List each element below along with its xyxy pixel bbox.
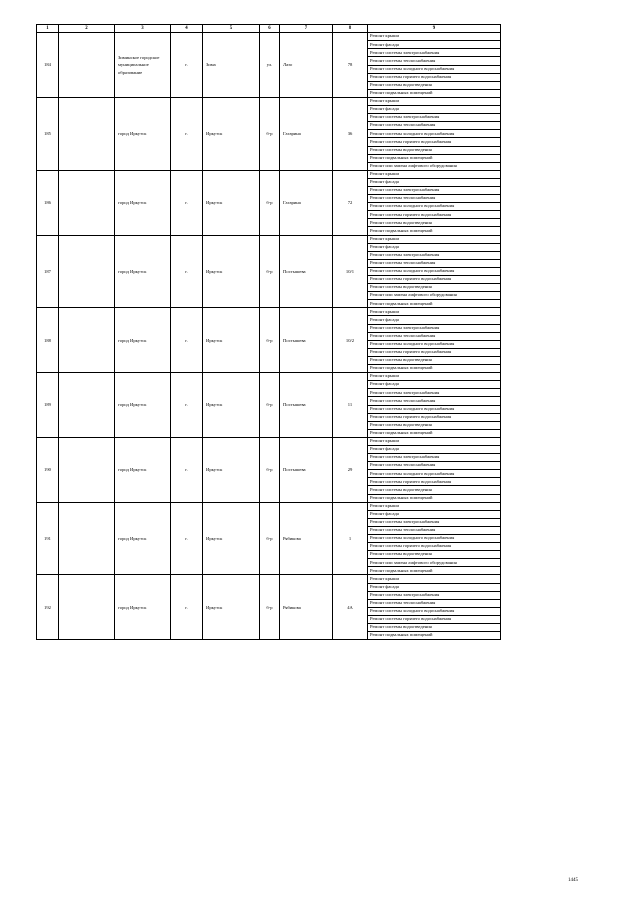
municipality-cell: город Иркутск [115, 373, 171, 438]
work-type-cell: Ремонт подвальных помещений [368, 567, 501, 575]
settlement-type-cell: г. [171, 170, 203, 235]
street-type-cell: б-р [260, 373, 280, 438]
work-type-cell: Ремонт системы электроснабжения [368, 114, 501, 122]
work-type-cell: Ремонт фасада [368, 178, 501, 186]
work-type-cell: Ремонт системы холодного водоснабжения [368, 470, 501, 478]
street-name-cell: Постышева [280, 235, 333, 308]
table-row [37, 235, 501, 243]
house-number-cell: 10/2 [333, 308, 368, 373]
column-number: 1 [37, 25, 59, 33]
house-number-cell: 78 [333, 33, 368, 98]
work-type-cell: Ремонт системы теплоснабжения [368, 122, 501, 130]
municipality-cell: город Иркутск [115, 502, 171, 575]
work-type-cell: Ремонт системы водоотведения [368, 146, 501, 154]
row-number-cell: 185 [37, 97, 59, 170]
work-type-cell: Ремонт крыши [368, 437, 501, 445]
work-type-cell: Ремонт фасада [368, 583, 501, 591]
work-type-cell: Ремонт подвальных помещений [368, 300, 501, 308]
work-type-cell: Ремонт системы теплоснабжения [368, 57, 501, 65]
work-type-cell: Ремонт крыши [368, 502, 501, 510]
empty-cell [59, 575, 115, 640]
column-number: 5 [203, 25, 260, 33]
street-type-cell: ул. [260, 33, 280, 98]
work-type-cell: Ремонт системы водоотведения [368, 356, 501, 364]
work-type-cell: Ремонт крыши [368, 97, 501, 105]
settlement-name-cell: Иркутск [203, 575, 260, 640]
work-type-cell: Ремонт крыши [368, 235, 501, 243]
work-type-cell: Ремонт системы холодного водоснабжения [368, 203, 501, 211]
settlement-name-cell: Зима [203, 33, 260, 98]
work-type-cell: Ремонт системы горячего водоснабжения [368, 543, 501, 551]
work-type-cell: Ремонт подвальных помещений [368, 429, 501, 437]
repair-program-table-container [36, 24, 501, 640]
house-number-cell: 10/1 [333, 235, 368, 308]
settlement-name-cell: Иркутск [203, 170, 260, 235]
empty-cell [59, 502, 115, 575]
municipality-cell: город Иркутск [115, 575, 171, 640]
work-type-cell: Ремонт фасада [368, 381, 501, 389]
work-type-cell: Ремонт фасада [368, 510, 501, 518]
street-type-cell: б-р [260, 97, 280, 170]
column-number: 2 [59, 25, 115, 33]
table-row [37, 437, 501, 445]
work-type-cell: Ремонт системы электроснабжения [368, 49, 501, 57]
row-number-cell: 186 [37, 170, 59, 235]
empty-cell [59, 373, 115, 438]
work-type-cell: Ремонт системы электроснабжения [368, 591, 501, 599]
street-name-cell: Гагарина [280, 170, 333, 235]
municipality-cell: город Иркутск [115, 235, 171, 308]
work-type-cell: Ремонт подвальных помещений [368, 494, 501, 502]
work-type-cell: Ремонт крыши [368, 308, 501, 316]
work-type-cell: Ремонт системы электроснабжения [368, 251, 501, 259]
settlement-name-cell: Иркутск [203, 373, 260, 438]
work-type-cell: Ремонт крыши [368, 170, 501, 178]
work-type-cell: Ремонт подвальных помещений [368, 89, 501, 97]
empty-cell [59, 170, 115, 235]
work-type-cell: Ремонт системы водоотведения [368, 421, 501, 429]
street-name-cell: Постышева [280, 308, 333, 373]
settlement-name-cell: Иркутск [203, 437, 260, 502]
municipality-cell: город Иркутск [115, 97, 171, 170]
work-type-cell: Ремонт подвальных помещений [368, 154, 501, 162]
house-number-cell: 4А [333, 575, 368, 640]
work-type-cell: Ремонт системы холодного водоснабжения [368, 340, 501, 348]
table-row [37, 575, 501, 583]
street-type-cell: б-р [260, 575, 280, 640]
table-row [37, 33, 501, 41]
work-type-cell: Ремонт или замена лифтового оборудования [368, 292, 501, 300]
work-type-cell: Ремонт крыши [368, 575, 501, 583]
work-type-cell: Ремонт системы теплоснабжения [368, 397, 501, 405]
street-name-cell: Рябикова [280, 575, 333, 640]
work-type-cell: Ремонт подвальных помещений [368, 632, 501, 640]
page-number: 1445 [568, 878, 578, 883]
work-type-cell: Ремонт системы теплоснабжения [368, 526, 501, 534]
work-type-cell: Ремонт системы горячего водоснабжения [368, 276, 501, 284]
work-type-cell: Ремонт системы электроснабжения [368, 454, 501, 462]
street-name-cell: Лазо [280, 33, 333, 98]
row-number-cell: 190 [37, 437, 59, 502]
row-number-cell: 192 [37, 575, 59, 640]
column-number: 4 [171, 25, 203, 33]
row-number-cell: 191 [37, 502, 59, 575]
work-type-cell: Ремонт системы теплоснабжения [368, 259, 501, 267]
row-number-cell: 189 [37, 373, 59, 438]
work-type-cell: Ремонт системы холодного водоснабжения [368, 405, 501, 413]
work-type-cell: Ремонт системы холодного водоснабжения [368, 535, 501, 543]
row-number-cell: 184 [37, 33, 59, 98]
street-type-cell: б-р [260, 437, 280, 502]
municipality-cell: город Иркутск [115, 170, 171, 235]
work-type-cell: Ремонт системы горячего водоснабжения [368, 478, 501, 486]
empty-cell [59, 33, 115, 98]
work-type-cell: Ремонт системы горячего водоснабжения [368, 413, 501, 421]
settlement-type-cell: г. [171, 235, 203, 308]
column-number: 6 [260, 25, 280, 33]
work-type-cell: Ремонт фасада [368, 316, 501, 324]
street-name-cell: Гагарина [280, 97, 333, 170]
row-number-cell: 187 [37, 235, 59, 308]
column-number: 3 [115, 25, 171, 33]
street-name-cell: Постышева [280, 437, 333, 502]
municipality-cell: город Иркутск [115, 437, 171, 502]
settlement-name-cell: Иркутск [203, 308, 260, 373]
street-name-cell: Рябикова [280, 502, 333, 575]
table-row [37, 502, 501, 510]
work-type-cell: Ремонт фасада [368, 106, 501, 114]
repair-program-table [36, 24, 501, 640]
table-body [37, 33, 501, 640]
work-type-cell: Ремонт системы теплоснабжения [368, 195, 501, 203]
settlement-type-cell: г. [171, 502, 203, 575]
house-number-cell: 36 [333, 97, 368, 170]
work-type-cell: Ремонт системы электроснабжения [368, 389, 501, 397]
work-type-cell: Ремонт фасада [368, 41, 501, 49]
work-type-cell: Ремонт системы электроснабжения [368, 518, 501, 526]
work-type-cell: Ремонт системы водоотведения [368, 219, 501, 227]
work-type-cell: Ремонт фасада [368, 445, 501, 453]
work-type-cell: Ремонт подвальных помещений [368, 227, 501, 235]
municipality-cell: город Иркутск [115, 308, 171, 373]
work-type-cell: Ремонт системы водоотведения [368, 81, 501, 89]
house-number-cell: 72 [333, 170, 368, 235]
work-type-cell: Ремонт подвальных помещений [368, 365, 501, 373]
settlement-name-cell: Иркутск [203, 97, 260, 170]
settlement-name-cell: Иркутск [203, 502, 260, 575]
work-type-cell: Ремонт системы электроснабжения [368, 186, 501, 194]
work-type-cell: Ремонт системы холодного водоснабжения [368, 267, 501, 275]
work-type-cell: Ремонт крыши [368, 373, 501, 381]
settlement-type-cell: г. [171, 97, 203, 170]
house-number-cell: 29 [333, 437, 368, 502]
house-number-cell: 11 [333, 373, 368, 438]
empty-cell [59, 235, 115, 308]
table-row [37, 373, 501, 381]
column-number: 8 [333, 25, 368, 33]
settlement-name-cell: Иркутск [203, 235, 260, 308]
table-row [37, 97, 501, 105]
empty-cell [59, 97, 115, 170]
work-type-cell: Ремонт системы холодного водоснабжения [368, 65, 501, 73]
work-type-cell: Ремонт фасада [368, 243, 501, 251]
work-type-cell: Ремонт системы теплоснабжения [368, 332, 501, 340]
table-row [37, 308, 501, 316]
table-row [37, 170, 501, 178]
column-number: 7 [280, 25, 333, 33]
street-type-cell: б-р [260, 502, 280, 575]
work-type-cell: Ремонт системы водоотведения [368, 551, 501, 559]
street-type-cell: б-р [260, 170, 280, 235]
empty-cell [59, 308, 115, 373]
work-type-cell: Ремонт системы горячего водоснабжения [368, 211, 501, 219]
settlement-type-cell: г. [171, 437, 203, 502]
work-type-cell: Ремонт системы водоотведения [368, 624, 501, 632]
work-type-cell: Ремонт крыши [368, 33, 501, 41]
street-type-cell: б-р [260, 235, 280, 308]
work-type-cell: Ремонт системы холодного водоснабжения [368, 130, 501, 138]
house-number-cell: 1 [333, 502, 368, 575]
street-name-cell: Постышева [280, 373, 333, 438]
column-number-header-row [37, 25, 501, 33]
work-type-cell: Ремонт системы водоотведения [368, 486, 501, 494]
work-type-cell: Ремонт системы горячего водоснабжения [368, 615, 501, 623]
empty-cell [59, 437, 115, 502]
column-number: 9 [368, 25, 501, 33]
settlement-type-cell: г. [171, 575, 203, 640]
street-type-cell: б-р [260, 308, 280, 373]
work-type-cell: Ремонт системы водоотведения [368, 284, 501, 292]
work-type-cell: Ремонт системы теплоснабжения [368, 462, 501, 470]
municipality-cell: Зиминское городское муниципальное образование [115, 33, 171, 98]
work-type-cell: Ремонт системы горячего водоснабжения [368, 73, 501, 81]
work-type-cell: Ремонт системы горячего водоснабжения [368, 348, 501, 356]
work-type-cell: Ремонт системы холодного водоснабжения [368, 607, 501, 615]
settlement-type-cell: г. [171, 373, 203, 438]
row-number-cell: 188 [37, 308, 59, 373]
work-type-cell: Ремонт системы горячего водоснабжения [368, 138, 501, 146]
settlement-type-cell: г. [171, 33, 203, 98]
work-type-cell: Ремонт или замена лифтового оборудования [368, 559, 501, 567]
settlement-type-cell: г. [171, 308, 203, 373]
work-type-cell: Ремонт или замена лифтового оборудования [368, 162, 501, 170]
work-type-cell: Ремонт системы теплоснабжения [368, 599, 501, 607]
work-type-cell: Ремонт системы электроснабжения [368, 324, 501, 332]
